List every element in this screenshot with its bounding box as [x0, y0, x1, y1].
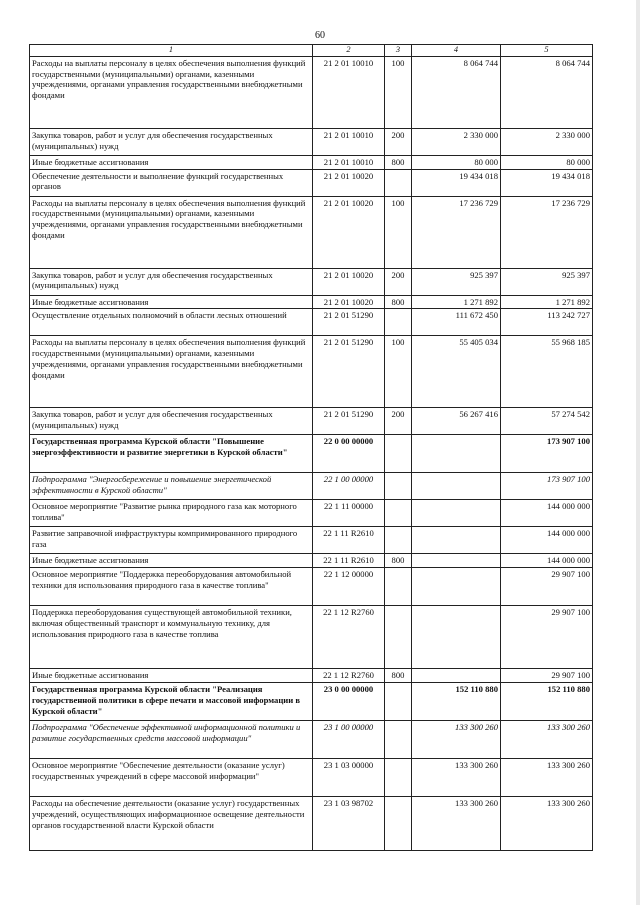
row-value-col4-cell: 2 330 000 [412, 128, 501, 155]
row-type-cell [385, 309, 412, 336]
row-value-col5-cell: 55 968 185 [501, 336, 593, 408]
table-row [30, 196, 593, 268]
row-value-col4-cell [412, 500, 501, 527]
table-row [30, 721, 593, 759]
table-row [30, 169, 593, 196]
table-row [30, 554, 593, 568]
row-value-col4-cell: 1 271 892 [412, 295, 501, 309]
scan-edge [636, 0, 640, 905]
row-type-cell: 800 [385, 669, 412, 683]
row-name-cell: Обеспечение деятельности и выполнение функций государственных органов [30, 169, 313, 196]
row-code-cell: 21 2 01 10010 [313, 56, 385, 128]
table-row [30, 568, 593, 606]
row-code-cell: 22 1 12 R2760 [313, 606, 385, 669]
row-code-cell: 22 1 11 00000 [313, 500, 385, 527]
header-row [30, 45, 593, 57]
budget-table [29, 44, 593, 851]
table-row [30, 408, 593, 435]
row-value-col5-cell: 152 110 880 [501, 683, 593, 721]
row-value-col5-cell: 1 271 892 [501, 295, 593, 309]
row-value-col5-cell: 29 907 100 [501, 669, 593, 683]
table-row [30, 669, 593, 683]
row-name-cell: Иные бюджетные ассигнования [30, 669, 313, 683]
page-number: 60 [315, 30, 325, 41]
row-code-cell: 21 2 01 10020 [313, 295, 385, 309]
row-name-cell: Расходы на выплаты персоналу в целях обеспечения выполнения функций государственными (муниципальными) органами, казенными учреждениями, органами управления государственными внебюджетными фондами [30, 56, 313, 128]
row-code-cell: 21 2 01 51290 [313, 336, 385, 408]
row-value-col5-cell: 133 300 260 [501, 759, 593, 797]
row-type-cell: 100 [385, 196, 412, 268]
row-type-cell: 200 [385, 408, 412, 435]
row-value-col5-cell: 173 907 100 [501, 435, 593, 473]
row-code-cell: 21 2 01 10020 [313, 196, 385, 268]
row-code-cell: 21 2 01 10020 [313, 268, 385, 295]
row-type-cell [385, 797, 412, 851]
table-row [30, 336, 593, 408]
row-name-cell: Государственная программа Курской области "Повышение энергоэффективности и развитие энергетики в Курской области" [30, 435, 313, 473]
row-code-cell: 22 1 00 00000 [313, 473, 385, 500]
row-value-col5-cell: 133 300 260 [501, 797, 593, 851]
table-row [30, 155, 593, 169]
table-row [30, 268, 593, 295]
row-code-cell: 23 1 03 98702 [313, 797, 385, 851]
row-name-cell: Подпрограмма "Обеспечение эффективной информационной политики и развитие государственных средств массовой информации" [30, 721, 313, 759]
row-name-cell: Иные бюджетные ассигнования [30, 554, 313, 568]
row-value-col5-cell: 173 907 100 [501, 473, 593, 500]
row-value-col4-cell: 56 267 416 [412, 408, 501, 435]
row-value-col4-cell [412, 554, 501, 568]
row-name-cell: Основное мероприятие "Обеспечение деятельности (оказание услуг) государственных учреждений в сфере массовой информации" [30, 759, 313, 797]
row-type-cell [385, 500, 412, 527]
row-type-cell [385, 721, 412, 759]
header-col-1: 1 [30, 45, 313, 57]
row-name-cell: Основное мероприятие "Развитие рынка природного газа как моторного топлива" [30, 500, 313, 527]
row-code-cell: 23 1 00 00000 [313, 721, 385, 759]
row-type-cell [385, 568, 412, 606]
row-name-cell: Закупка товаров, работ и услуг для обеспечения государственных (муниципальных) нужд [30, 128, 313, 155]
row-type-cell: 800 [385, 155, 412, 169]
row-value-col4-cell: 17 236 729 [412, 196, 501, 268]
row-value-col4-cell [412, 669, 501, 683]
table-row [30, 56, 593, 128]
row-code-cell: 21 2 01 10010 [313, 128, 385, 155]
row-value-col5-cell: 144 000 000 [501, 554, 593, 568]
row-value-col4-cell [412, 568, 501, 606]
row-type-cell: 800 [385, 295, 412, 309]
row-value-col5-cell: 29 907 100 [501, 606, 593, 669]
row-code-cell: 22 1 12 R2760 [313, 669, 385, 683]
table-row [30, 295, 593, 309]
row-code-cell: 22 1 11 R2610 [313, 527, 385, 554]
row-value-col4-cell: 55 405 034 [412, 336, 501, 408]
row-name-cell: Иные бюджетные ассигнования [30, 295, 313, 309]
row-value-col5-cell: 2 330 000 [501, 128, 593, 155]
row-name-cell: Осуществление отдельных полномочий в области лесных отношений [30, 309, 313, 336]
row-type-cell [385, 527, 412, 554]
row-name-cell: Иные бюджетные ассигнования [30, 155, 313, 169]
row-name-cell: Подпрограмма "Энергосбережение и повышение энергетической эффективности в Курской области" [30, 473, 313, 500]
row-name-cell: Поддержка переоборудования существующей автомобильной техники, включая общественный транспорт и коммунальную технику, для использования природного газа в качестве топлива [30, 606, 313, 669]
table-row [30, 797, 593, 851]
row-value-col4-cell: 133 300 260 [412, 721, 501, 759]
header-col-3: 3 [385, 45, 412, 57]
row-name-cell: Расходы на выплаты персоналу в целях обеспечения выполнения функций государственными (муниципальными) органами, казенными учреждениями, органами управления государственными внебюджетными фондами [30, 336, 313, 408]
row-type-cell [385, 435, 412, 473]
row-type-cell [385, 473, 412, 500]
row-value-col4-cell: 8 064 744 [412, 56, 501, 128]
row-code-cell: 22 1 11 R2610 [313, 554, 385, 568]
row-code-cell: 23 1 03 00000 [313, 759, 385, 797]
table-row [30, 527, 593, 554]
row-value-col4-cell: 152 110 880 [412, 683, 501, 721]
row-name-cell: Развитие заправочной инфраструктуры компримированного природного газа [30, 527, 313, 554]
row-value-col5-cell: 144 000 000 [501, 527, 593, 554]
row-value-col4-cell: 111 672 450 [412, 309, 501, 336]
row-code-cell: 22 0 00 00000 [313, 435, 385, 473]
row-name-cell: Расходы на обеспечение деятельности (оказание услуг) государственных учреждений, осуществляющих информационное освещение деятельности органов государственной власти Курской области [30, 797, 313, 851]
row-value-col4-cell: 19 434 018 [412, 169, 501, 196]
row-value-col4-cell [412, 527, 501, 554]
row-code-cell: 21 2 01 51290 [313, 408, 385, 435]
table-row [30, 435, 593, 473]
row-name-cell: Расходы на выплаты персоналу в целях обеспечения выполнения функций государственными (муниципальными) органами, казенными учреждениями, органами управления государственными внебюджетными фондами [30, 196, 313, 268]
header-col-2: 2 [313, 45, 385, 57]
row-type-cell [385, 683, 412, 721]
row-type-cell [385, 606, 412, 669]
row-type-cell: 100 [385, 336, 412, 408]
row-type-cell: 800 [385, 554, 412, 568]
row-value-col5-cell: 133 300 260 [501, 721, 593, 759]
row-name-cell: Закупка товаров, работ и услуг для обеспечения государственных (муниципальных) нужд [30, 408, 313, 435]
row-type-cell: 100 [385, 56, 412, 128]
row-value-col5-cell: 113 242 727 [501, 309, 593, 336]
table-row [30, 309, 593, 336]
row-type-cell [385, 759, 412, 797]
row-type-cell: 200 [385, 268, 412, 295]
header-col-5: 5 [501, 45, 593, 57]
row-code-cell: 21 2 01 10010 [313, 155, 385, 169]
table-row [30, 473, 593, 500]
row-value-col5-cell: 8 064 744 [501, 56, 593, 128]
row-value-col4-cell: 80 000 [412, 155, 501, 169]
table-row [30, 128, 593, 155]
row-code-cell: 22 1 12 00000 [313, 568, 385, 606]
row-value-col5-cell: 57 274 542 [501, 408, 593, 435]
row-value-col4-cell [412, 606, 501, 669]
row-value-col5-cell: 80 000 [501, 155, 593, 169]
row-value-col4-cell: 133 300 260 [412, 759, 501, 797]
row-name-cell: Закупка товаров, работ и услуг для обеспечения государственных (муниципальных) нужд [30, 268, 313, 295]
row-code-cell: 21 2 01 10020 [313, 169, 385, 196]
table-row [30, 683, 593, 721]
row-value-col4-cell [412, 473, 501, 500]
row-value-col5-cell: 925 397 [501, 268, 593, 295]
row-value-col5-cell: 17 236 729 [501, 196, 593, 268]
row-code-cell: 23 0 00 00000 [313, 683, 385, 721]
row-name-cell: Государственная программа Курской области "Реализация государственной политики в сфере печати и массовой информации в Курской области" [30, 683, 313, 721]
table-row [30, 500, 593, 527]
row-value-col5-cell: 29 907 100 [501, 568, 593, 606]
table-row [30, 606, 593, 669]
row-value-col4-cell: 925 397 [412, 268, 501, 295]
row-value-col4-cell [412, 435, 501, 473]
row-value-col4-cell: 133 300 260 [412, 797, 501, 851]
row-type-cell [385, 169, 412, 196]
row-value-col5-cell: 19 434 018 [501, 169, 593, 196]
table-row [30, 759, 593, 797]
row-code-cell: 21 2 01 51290 [313, 309, 385, 336]
row-value-col5-cell: 144 000 000 [501, 500, 593, 527]
row-type-cell: 200 [385, 128, 412, 155]
row-name-cell: Основное мероприятие "Поддержка переоборудования автомобильной техники для использования природного газа в качестве топлива" [30, 568, 313, 606]
header-col-4: 4 [412, 45, 501, 57]
